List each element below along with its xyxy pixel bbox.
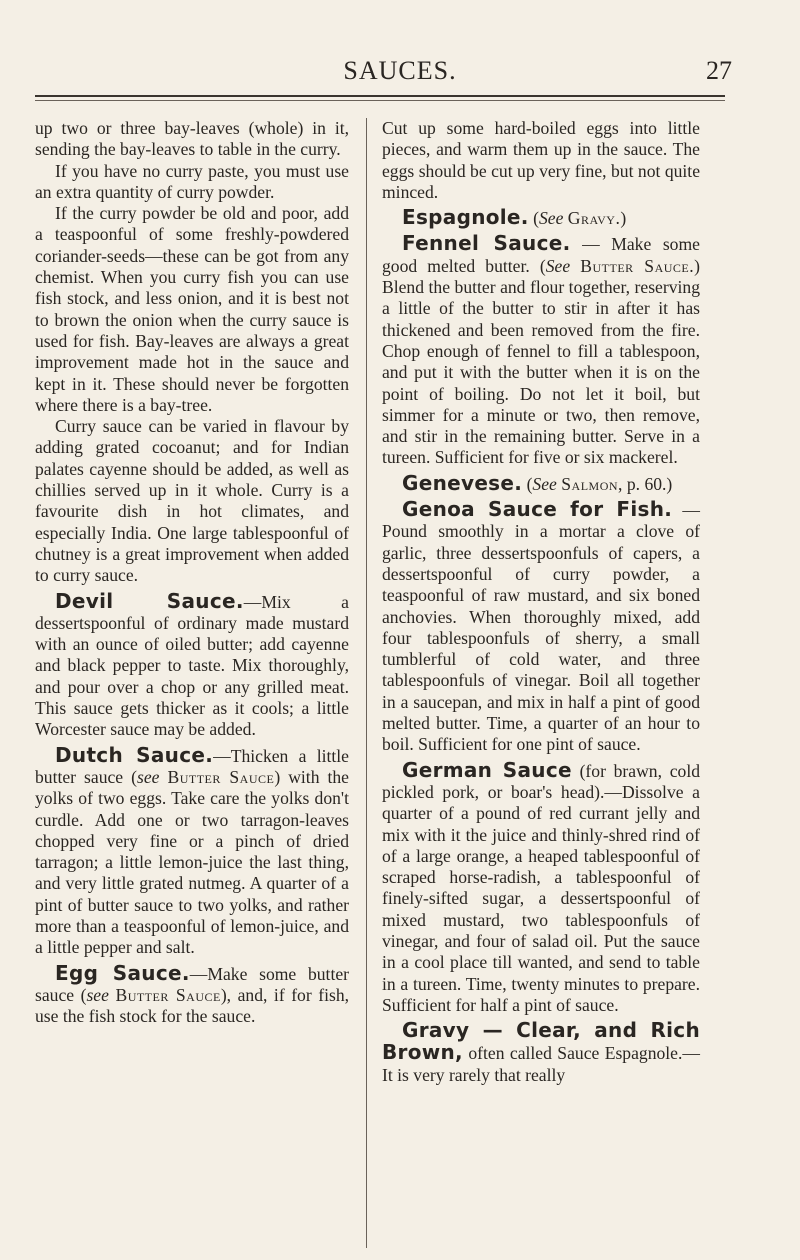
entry-german-sauce — [382, 757, 700, 1017]
entry-text: —Make some butter sauce ( — [35, 963, 349, 1005]
cross-reference: Butter Sauce — [115, 984, 221, 1005]
entry-text: ( — [526, 473, 533, 494]
entry-heading: Espagnole. — [402, 205, 529, 230]
paragraph-curry-4: Curry sauce can be varied in flavour by adding grated cocoanut; and for Indian palates cayenne should be added, as well as chillies served up in it whole. Curry is a favourite dish in hot climates, and especially India. One large tablespoonful of chutney is a great improvement when added to curry sauce. — [35, 416, 349, 586]
entry-text: often called Sauce Espagnole.—It is very rarely that really — [382, 1043, 700, 1085]
entry-text: — Pound smoothly in a mortar a clove of garlic, three dessertspoonfuls of capers, a dessertspoonful of curry powder, a teaspoonful of raw mustard, and six boned anchovies. When thoroughly mixed, add four tablespoonfuls of sherry, a small tumblerful of cold water, and three tablespoonfuls of vinegar. Boil all together in a saucepan, and mix in half a pint of good melted butter. Time, a quarter of an hour to boil. Sufficient for one pint of sauce. — [382, 500, 701, 755]
entry-text: —Thicken a little butter sauce ( — [35, 745, 349, 787]
entry-text: ) — [620, 208, 627, 229]
entry-dutch-sauce — [35, 742, 349, 959]
entry-text: ( — [533, 208, 539, 229]
cross-reference: Butter Sauce. — [580, 255, 695, 276]
entry-text: — Make some good melted butter. ( — [382, 234, 700, 276]
header-rule-thin — [35, 100, 725, 101]
entry-text: ) Blend the butter and flour together, reserving a little of the butter to stir in after it has thickened and been removed from the fire. Chop enough of fennel to fill a tablespoon, and put it with the butter when it is on the point of boiling. Do not let it boil, but simmer for a minute or two, then remove, and stir in the remaining butter. Serve in a tureen. Sufficient for five or six mackerel. — [382, 255, 700, 468]
paragraph-curry-2: If you have no curry paste, you must use an extra quantity of curry powder. — [35, 160, 349, 202]
entry-genevese — [382, 470, 700, 495]
entry-genoa-sauce — [382, 499, 700, 756]
entry-heading: Genoa Sauce for Fish. — [402, 497, 673, 522]
header-rule — [35, 95, 725, 97]
running-head — [0, 56, 800, 86]
entry-heading: Egg Sauce. — [55, 960, 190, 985]
paragraph-curry-3: If the curry powder be old and poor, add a teaspoonful of some freshly-powdered coriander-seeds—these can be got from any chemist. When you curry fish you can use fish stock, and less onion, and it is best not to brown the onion when the curry sauce is used for fish. Bay-leaves are always a great improvement made hot in the sauce and kept in it. These should never be forgotten where there is a bay-tree. — [35, 203, 349, 415]
see-word: see — [86, 984, 109, 1005]
right-column — [382, 118, 700, 1086]
entry-fennel-sauce — [382, 233, 700, 468]
see-word: see — [137, 766, 160, 787]
column-divider — [366, 118, 367, 1248]
page-title: SAUCES. — [343, 56, 457, 85]
entry-heading: Fennel Sauce. — [402, 231, 571, 256]
cross-reference: Gravy. — [567, 208, 621, 229]
see-word: See — [532, 473, 557, 494]
entry-heading: Gravy — Clear, and Rich Brown, — [382, 1018, 700, 1065]
paragraph-egg-continued: Cut up some hard-boiled eggs into little pieces, and warm them up in the sauce. The eggs should be cut up very fine, but not quite minced. — [382, 118, 700, 202]
entry-text: —Mix a dessertspoonful of ordinary made mustard with an ounce of oiled butter; add cayenne and black pepper to taste. Mix thoroughly, and pour over a chop or any grilled meat. This sauce gets thicker as it cools; a little Worcester sauce may be added. — [35, 591, 349, 740]
entry-text: (for brawn, cold pickled pork, or boar's head).—Dissolve a quarter of a pound of red currant jelly and mix with it the juice and thinly-shred rind of of a large orange, a heaped tablespoonful of scraped horse-radish, a tablespoonful of finely-sifted sugar, a dessertspoonful of mixed mustard, two tablespoonfuls of vinegar, and four of salad oil. Put the sauce in a cool place till wanted, and send to table in a tureen. Time, twenty minutes to prepare. Sufficient for half a pint of sauce. — [382, 760, 700, 1015]
cross-reference: Salmon — [561, 473, 619, 494]
entry-heading: Dutch Sauce. — [55, 742, 214, 767]
entry-devil-sauce — [35, 588, 349, 741]
paragraph-curry-1: up two or three bay-leaves (whole) in it, sending the bay-leaves to table in the curry. — [35, 118, 349, 160]
cross-reference: Butter Sauce — [167, 766, 275, 787]
entry-gravy — [382, 1020, 700, 1086]
entry-espagnole — [382, 207, 700, 229]
left-column — [35, 118, 349, 1027]
entry-text: ), and, if for fish, use the fish stock for the sauce. — [35, 984, 350, 1027]
entry-egg-sauce — [35, 960, 350, 1028]
see-word: See — [545, 255, 571, 276]
entry-text: , p. 60.) — [618, 473, 673, 494]
entry-heading: Genevese. — [402, 470, 523, 495]
see-word: See — [538, 208, 564, 229]
entry-text: ) with the yolks of two eggs. Take care the yolks don't curdle. Add one or two tarragon-leaves chopped very fine or a pinch of dried tarragon; a little lemon-juice the last thing, and very little grated nutmeg. A quarter of a pint of butter sauce to two yolks, and rather more than a teaspoonful of lemon-juice, and a little pepper and salt. — [35, 766, 349, 958]
entry-heading: Devil Sauce. — [55, 588, 244, 613]
entry-heading: German Sauce — [402, 757, 572, 782]
page-number: 27 — [706, 56, 732, 85]
